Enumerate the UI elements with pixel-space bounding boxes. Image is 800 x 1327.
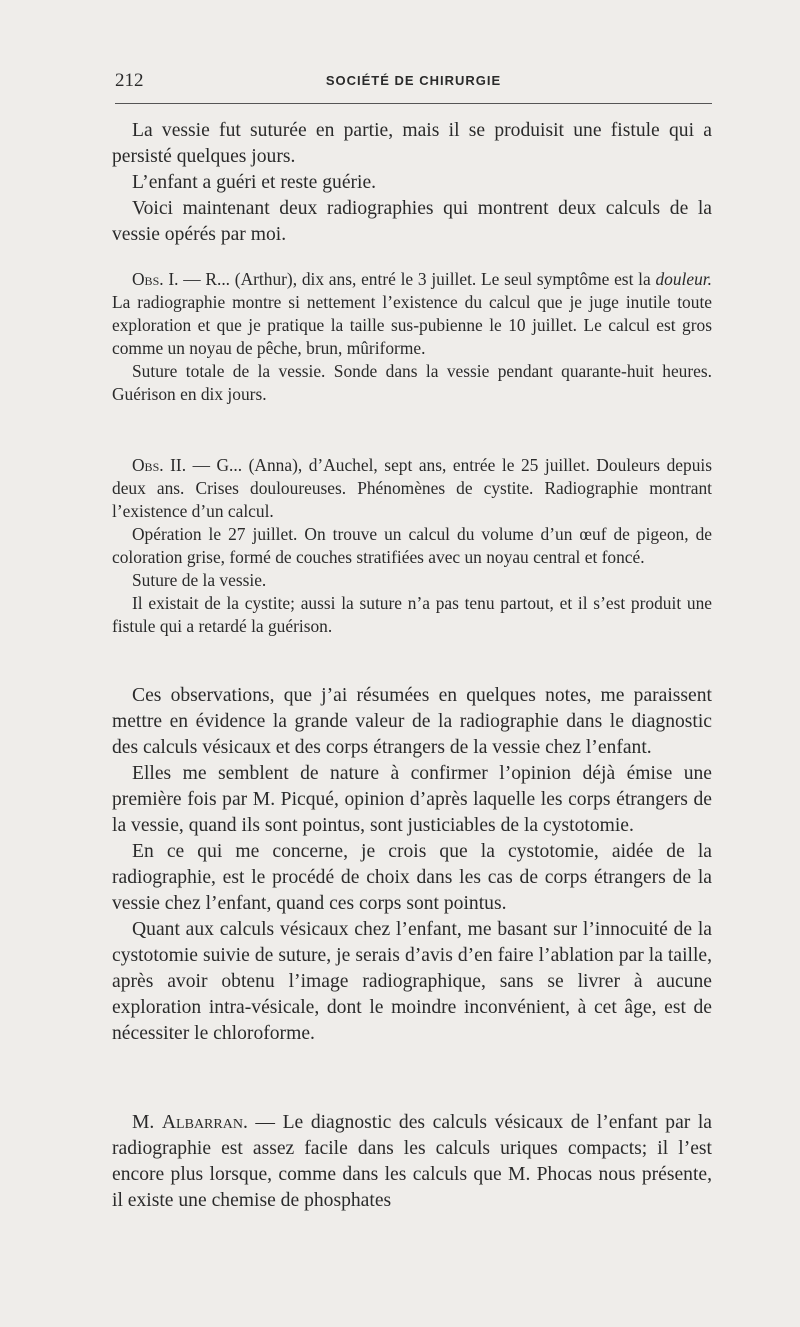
obs2-paragraph-3: Suture de la vessie. [132, 570, 267, 590]
intro-paragraph-1: La vessie fut suturée en partie, mais il se produisit une fistule qui a persisté quelques jours. [112, 120, 712, 167]
obs2-paragraph-2: Opération le 27 juillet. On trouve un calcul du volume d’un œuf de pigeon, de coloration grise, formé de couches stratifiées avec un noyau central et foncé. [112, 524, 712, 567]
obs2-label: Obs. II. [132, 455, 187, 475]
conclusion-paragraph-3: En ce qui me concerne, je crois que la cystotomie, aidée de la radiographie, est le procédé de choix dans les cas de corps étrangers de la vessie chez l’enfant, quand ces corps sont pointus. [112, 841, 712, 914]
conclusion-paragraph-2: Elles me semblent de nature à confirmer l’opinion déjà émise une première fois par M. Picqué, opinion d’après laquelle les corps étrangers de la vessie, quand ils sont pointus, sont justiciables de la cystotomie. [112, 763, 712, 836]
header-rule [115, 103, 712, 104]
page-number: 212 [115, 70, 144, 91]
obs2-text: — G... (Anna), d’Auchel, sept ans, entrée le 25 juillet. Douleurs depuis deux ans. Crises douloureuses. Phénomènes de cystite. Radiographie montrant l’existence d’un calcul. [112, 455, 712, 521]
conclusion-paragraph-4: Quant aux calculs vésicaux chez l’enfant, me basant sur l’innocuité de la cystotomie suivie de suture, je serais d’avis d’en faire l’ablation par la taille, après avoir obtenu l’image radiographique, sans se livrer à aucune exploration intra-vésicale, dont le moindre inconvénient, à cet âge, est de nécessiter le chloroforme. [112, 919, 712, 1044]
albarran-text: . — Le diagnostic des calculs vésicaux de l’enfant par la radiographie est assez facile dans les calculs uriques compacts; il l’est encore plus lorsque, comme dans les calculs que M. Phocas nous présente, il existe une chemise de phosphates [112, 1112, 712, 1211]
obs1-label: Obs. I. [132, 269, 179, 289]
obs1-paragraph-2: Suture totale de la vessie. Sonde dans la vessie pendant quarante-huit heures. Guérison en dix jours. [112, 361, 712, 404]
obs1-text-end: La radiographie montre si nettement l’existence du calcul que je juge inutile toute exploration et que je pratique la taille sus-pubienne le 10 juillet. Le calcul est gros comme un noyau de pêche, brun, mûriforme. [112, 292, 712, 358]
conclusion-paragraph-1: Ces observations, que j’ai résumées en quelques notes, me paraissent mettre en évidence la grande valeur de la radiographie dans le diagnostic des calculs vésicaux et des corps étrangers de la vessie chez l’enfant. [112, 685, 712, 758]
running-title: SOCIÉTÉ DE CHIRURGIE [325, 73, 502, 88]
albarran-name: Albarran [161, 1112, 243, 1133]
obs2-paragraph-1 [112, 454, 712, 523]
obs1-paragraph-1 [112, 268, 712, 360]
albarran-paragraph [112, 1110, 712, 1214]
intro-paragraph-3: Voici maintenant deux radiographies qui montrent deux calculs de la vessie opérés par moi. [112, 198, 712, 245]
observation-1 [112, 268, 712, 406]
obs2-paragraph-4: Il existait de la cystite; aussi la suture n’a pas tenu partout, et il s’est produit une fistule qui a retardé la guérison. [112, 593, 712, 636]
albarran-prefix: M. [132, 1112, 162, 1133]
conclusion-section [112, 683, 712, 1047]
observation-2 [112, 454, 712, 638]
obs1-text-start: — R... (Arthur), dix ans, entré le 3 juillet. Le seul symptôme est la [178, 269, 656, 289]
intro-section [112, 118, 712, 248]
intro-paragraph-2: L’enfant a guéri et reste guérie. [132, 172, 377, 193]
page-header [115, 70, 712, 94]
albarran-section [112, 1110, 712, 1214]
obs1-emphasis: douleur. [655, 269, 712, 289]
